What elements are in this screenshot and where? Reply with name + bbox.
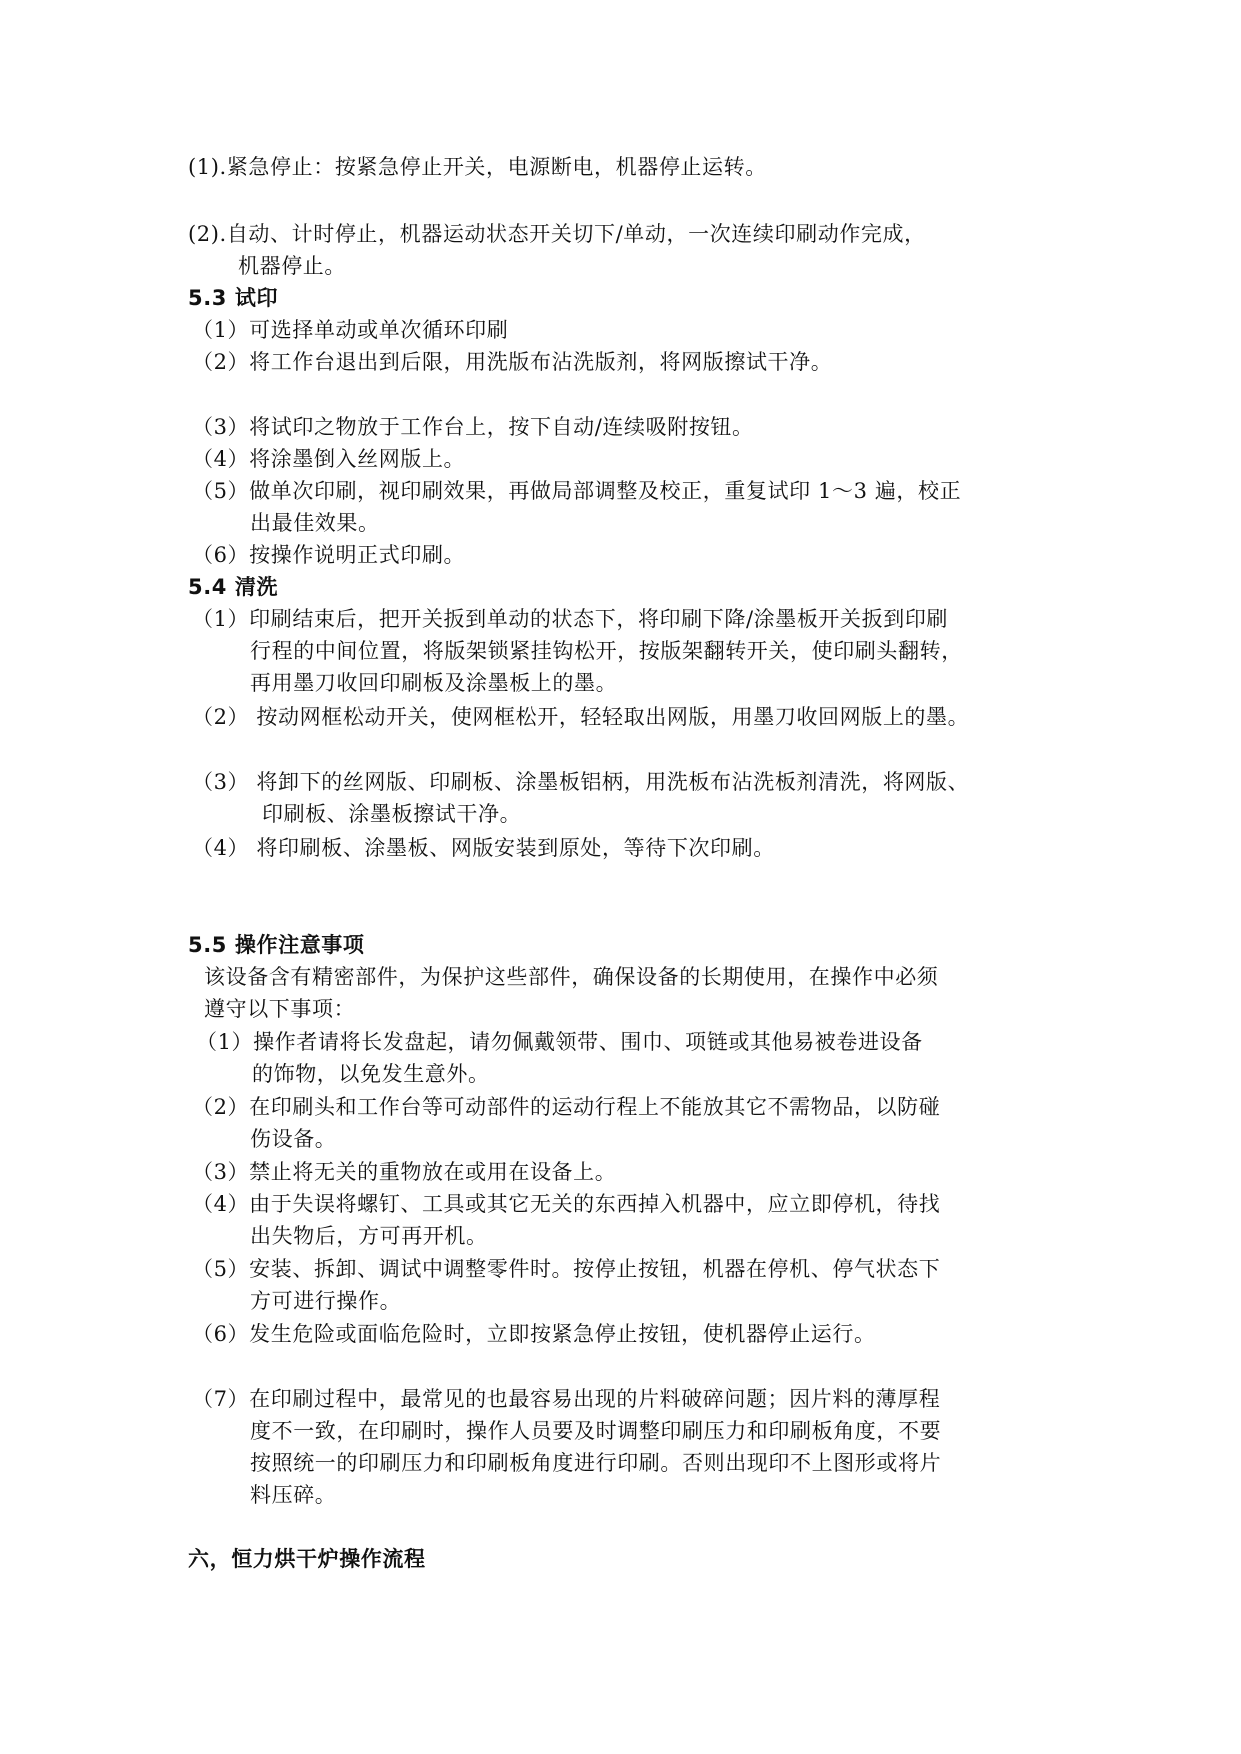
s55-item-1-line-2: 的饰物，以免发生意外。	[252, 1062, 490, 1086]
s55-item-2-line-2: 伤设备。	[250, 1127, 337, 1151]
s53-item-4: （4）将涂墨倒入丝网版上。	[192, 447, 466, 471]
s53-item-5-line-1: （5）做单次印刷，视印刷效果，再做局部调整及校正，重复试印 1～3 遍，校正	[192, 479, 962, 503]
s55-item-1-line-1: （1）操作者请将长发盘起，请勿佩戴领带、围巾、项链或其他易被卷进设备	[196, 1030, 923, 1054]
section-5-3-heading: 5.3 试印	[188, 286, 279, 310]
section-5-4-heading: 5.4 清洗	[188, 575, 279, 599]
s54-item-1-line-1: （1）印刷结束后，把开关扳到单动的状态下，将印刷下降/涂墨板开关扳到印刷	[192, 607, 949, 631]
stop-item-2-line-1: (2).自动、计时停止，机器运动状态开关切下/单动，一次连续印刷动作完成，	[188, 222, 926, 246]
s54-item-2: （2） 按动网框松动开关，使网框松开，轻轻取出网版，用墨刀收回网版上的墨。	[192, 705, 970, 729]
s55-item-7-line-2: 度不一致，在印刷时，操作人员要及时调整印刷压力和印刷板角度，不要	[250, 1419, 942, 1443]
s55-intro-line-2: 遵守以下事项：	[204, 997, 356, 1021]
section-6-heading: 六，恒力烘干炉操作流程	[188, 1547, 426, 1571]
s54-item-1-line-2: 行程的中间位置，将版架锁紧挂钩松开，按版架翻转开关，使印刷头翻转，	[250, 639, 963, 663]
s55-item-6: （6）发生危险或面临危险时，立即按紧急停止按钮，使机器停止运行。	[192, 1322, 876, 1346]
s55-item-3: （3）禁止将无关的重物放在或用在设备上。	[192, 1160, 617, 1184]
s53-item-6: （6）按操作说明正式印刷。	[192, 543, 466, 567]
s54-item-1-line-3: 再用墨刀收回印刷板及涂墨板上的墨。	[250, 671, 618, 695]
s55-item-2-line-1: （2）在印刷头和工作台等可动部件的运动行程上不能放其它不需物品，以防碰	[192, 1095, 941, 1119]
s55-item-5-line-1: （5）安装、拆卸、调试中调整零件时。按停止按钮，机器在停机、停气状态下	[192, 1257, 941, 1281]
s53-item-3: （3）将试印之物放于工作台上，按下自动/连续吸附按钮。	[192, 415, 754, 439]
s55-item-5-line-2: 方可进行操作。	[250, 1289, 402, 1313]
s55-item-7-line-3: 按照统一的印刷压力和印刷板角度进行印刷。否则出现印不上图形或将片	[250, 1451, 942, 1475]
section-5-5-heading: 5.5 操作注意事项	[188, 933, 365, 957]
s53-item-5-line-2: 出最佳效果。	[250, 511, 380, 535]
s55-item-4-line-1: （4）由于失误将螺钉、工具或其它无关的东西掉入机器中，应立即停机，待找	[192, 1192, 941, 1216]
stop-item-2-line-2: 机器停止。	[238, 254, 346, 278]
s55-item-7-line-4: 料压碎。	[250, 1483, 337, 1507]
s54-item-3-line-2: 印刷板、涂墨板擦试干净。	[262, 802, 522, 826]
s54-item-4: （4） 将印刷板、涂墨板、网版安装到原处，等待下次印刷。	[192, 836, 775, 860]
s54-item-3-line-1: （3） 将卸下的丝网版、印刷板、涂墨板铝柄，用洗板布沾洗板剂清洗，将网版、	[192, 770, 970, 794]
s55-intro-line-1: 该设备含有精密部件，为保护这些部件，确保设备的长期使用，在操作中必须	[204, 965, 939, 989]
s55-item-4-line-2: 出失物后，方可再开机。	[250, 1224, 488, 1248]
s53-item-2: （2）将工作台退出到后限，用洗版布沾洗版剂，将网版擦试干净。	[192, 350, 833, 374]
s53-item-1: （1）可选择单动或单次循环印刷	[192, 318, 509, 342]
stop-item-1: (1).紧急停止：按紧急停止开关，电源断电，机器停止运转。	[188, 155, 767, 179]
s55-item-7-line-1: （7）在印刷过程中，最常见的也最容易出现的片料破碎问题；因片料的薄厚程	[192, 1387, 941, 1411]
